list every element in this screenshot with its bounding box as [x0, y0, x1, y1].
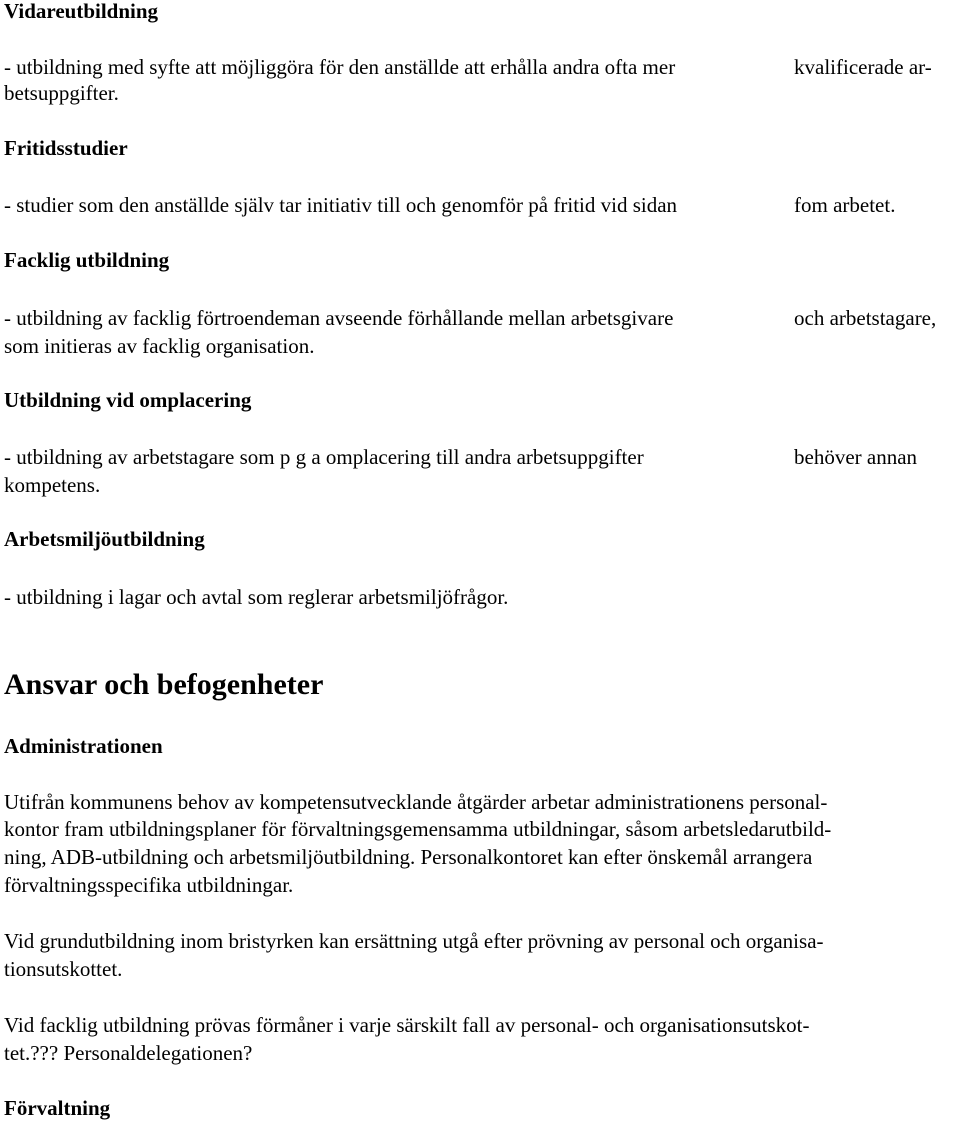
definition-text-line: - utbildning av arbetstagare som p g a omplacering till andra arbetsuppgifter	[4, 445, 644, 469]
subheading-administrationen: Administrationen	[4, 734, 163, 758]
definition-text-line: - utbildning i lagar och avtal som reglerar arbetsmiljöfrågor.	[4, 585, 509, 609]
definition-heading-utbildning-vid-omplacering: Utbildning vid omplacering	[4, 388, 252, 412]
definition-text-right: och arbetstagare,	[794, 306, 937, 330]
paragraph-line: kontor fram utbildningsplaner för förvaltningsgemensamma utbildningar, såsom arbetsledarutbild-	[4, 817, 832, 841]
definition-heading-arbetsmiljoutbildning: Arbetsmiljöutbildning	[4, 527, 205, 551]
definition-text-line: - utbildning av facklig förtroendeman avseende förhållande mellan arbetsgivare	[4, 306, 674, 330]
definition-text-line: kompetens.	[4, 473, 101, 497]
definition-text-line: - utbildning med syfte att möjliggöra för den anställde att erhålla andra ofta mer	[4, 55, 676, 79]
paragraph-line: Utifrån kommunens behov av kompetensutvecklande åtgärder arbetar administrationens personal-	[4, 790, 828, 814]
definition-text-right: kvalificerade ar-	[794, 55, 932, 79]
paragraph-line: ning, ADB-utbildning och arbetsmiljöutbildning. Personalkontoret kan efter önskemål arrangera	[4, 845, 813, 869]
definition-heading-fritidsstudier: Fritidsstudier	[4, 136, 128, 160]
paragraph-line: tet.??? Personaldelegationen?	[4, 1041, 253, 1065]
definition-heading-vidareutbildning: Vidareutbildning	[4, 0, 159, 23]
definition-text-line: betsuppgifter.	[4, 81, 119, 105]
section-title: Ansvar och befogenheter	[4, 668, 324, 701]
paragraph-line: Vid facklig utbildning prövas förmåner i varje särskilt fall av personal- och organisationsutskot-	[4, 1013, 810, 1037]
definition-text-line: som initieras av facklig organisation.	[4, 334, 315, 358]
definition-heading-facklig-utbildning: Facklig utbildning	[4, 248, 170, 272]
paragraph-line: förvaltningsspecifika utbildningar.	[4, 873, 294, 897]
definition-text-right: fom arbetet.	[794, 193, 896, 217]
definition-text-line: - studier som den anställde själv tar initiativ till och genomför på fritid vid sidan	[4, 193, 678, 217]
subheading-forvaltning: Förvaltning	[4, 1096, 111, 1120]
paragraph-line: Vid grundutbildning inom bristyrken kan ersättning utgå efter prövning av personal och organisa-	[4, 929, 824, 953]
definition-text-right: behöver annan	[794, 445, 918, 469]
paragraph-line: tionsutskottet.	[4, 957, 123, 981]
